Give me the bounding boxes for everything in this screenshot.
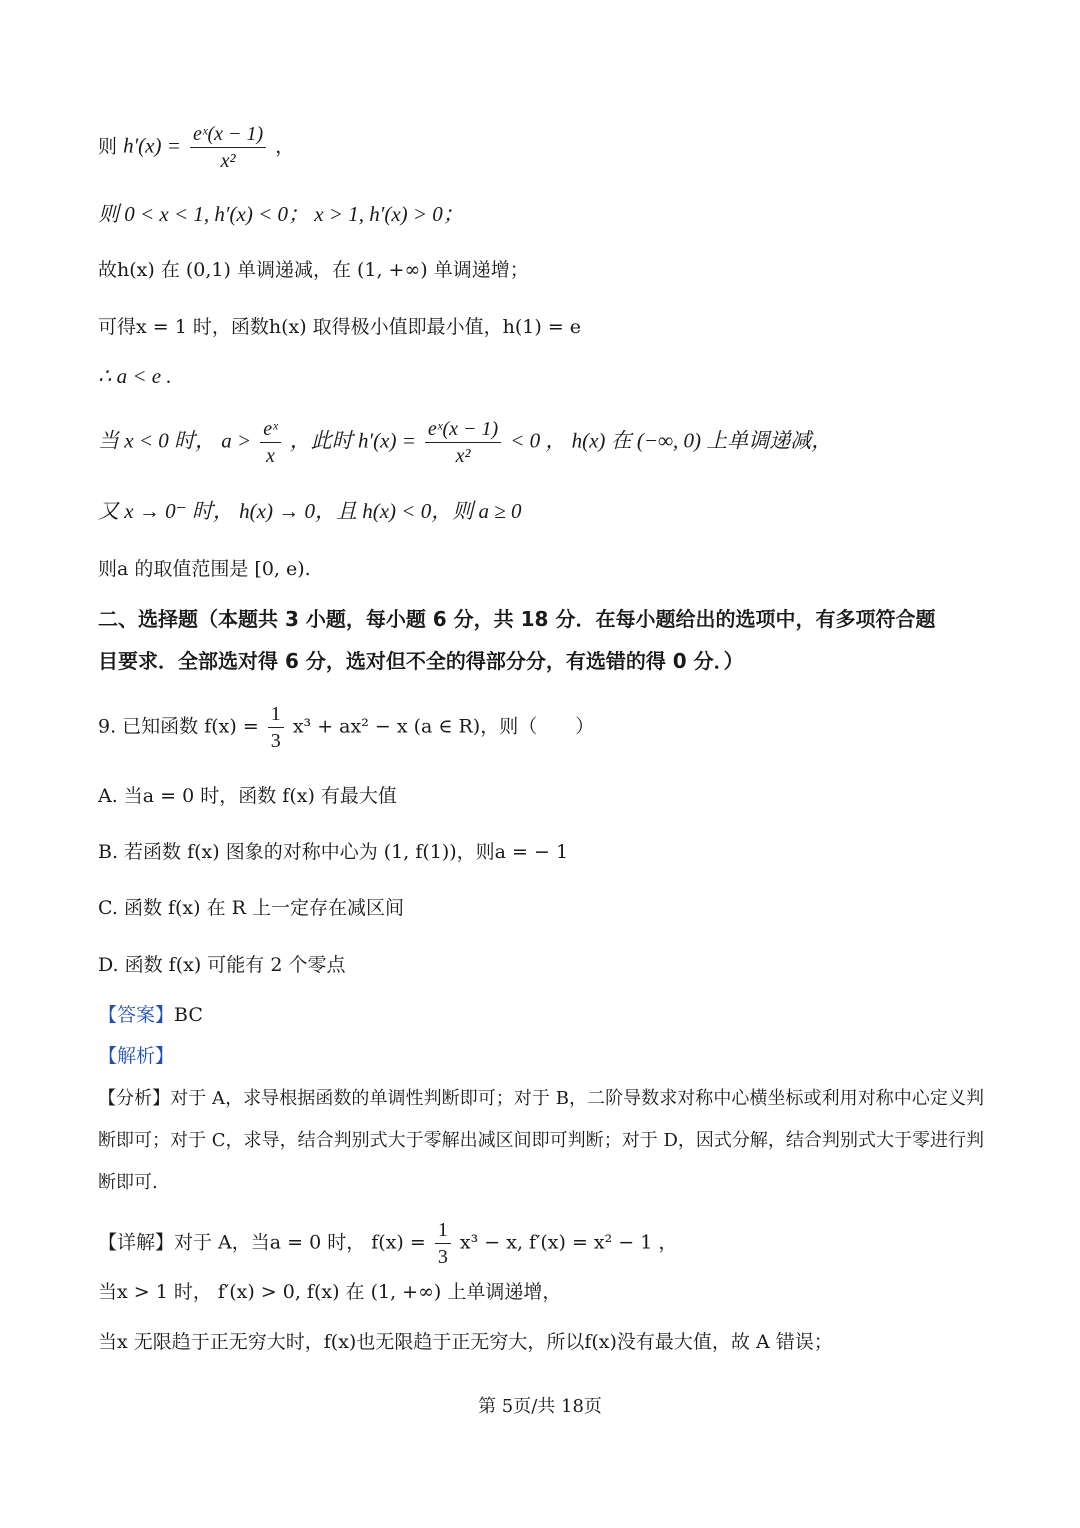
conclusion-line: ∴ a < e . bbox=[98, 364, 172, 388]
stem-text: 9. 已知函数 f(x) = bbox=[98, 715, 259, 738]
negative-case-line bbox=[98, 417, 832, 468]
analysis-paragraph bbox=[98, 1078, 984, 1204]
fraction-denominator: x² bbox=[220, 150, 236, 172]
text-suffix: ， bbox=[275, 135, 295, 158]
fraction-numerator: eˣ(x − 1) bbox=[425, 417, 501, 443]
detail-tag: 【详解】 bbox=[98, 1231, 175, 1254]
section-heading bbox=[98, 598, 988, 682]
detail-text: 对于 A，当a = 0 时， f(x) = bbox=[174, 1231, 426, 1254]
range-line: 则a 的取值范围是 [0, e). bbox=[98, 558, 311, 580]
minimum-line: 可得x = 1 时，函数h(x) 取得极小值即最小值，h(1) = e bbox=[98, 316, 582, 338]
sign-line: 则 0 < x < 1, h′(x) < 0； x > 1, h′(x) > 0； bbox=[98, 202, 464, 226]
text-prefix: 则 bbox=[98, 135, 118, 158]
detail-text: x³ − x, f′(x) = x² − 1 ， bbox=[459, 1231, 678, 1254]
fraction-numerator: 1 bbox=[268, 702, 284, 728]
analysis-text: 对于 A，求导根据函数的单调性判断即可；对于 B，二阶导数求对称中心横坐标或利用对称中心定义判断即可；对于 C，求导，结合判别式大于零解出减区间即可判断；对于 D，因式分解，结合判别式大于零进行判断即可. bbox=[98, 1088, 984, 1193]
question-stem bbox=[98, 702, 594, 753]
option-d: D. 函数 f(x) 可能有 2 个零点 bbox=[98, 954, 346, 976]
derivative-line bbox=[98, 122, 294, 173]
fraction-denominator: 3 bbox=[270, 730, 281, 752]
answer-value: BC bbox=[174, 1004, 203, 1026]
fraction-numerator: eˣ(x − 1) bbox=[190, 122, 266, 148]
fraction-numerator: 1 bbox=[435, 1218, 451, 1244]
monotonic-line: 故h(x) 在 (0,1) 单调递减，在 (1, +∞) 单调递增； bbox=[98, 259, 529, 281]
detail-line-2: 当x > 1 时， f′(x) > 0, f(x) 在 (1, +∞) 上单调递增， bbox=[98, 1281, 562, 1303]
fraction-denominator: 3 bbox=[437, 1246, 448, 1268]
option-c: C. 函数 f(x) 在 R 上一定存在减区间 bbox=[98, 897, 404, 919]
analysis-tag: 【解析】 bbox=[98, 1045, 175, 1067]
section-heading-line2: 目要求．全部选对得 6 分，选对但不全的得部分分，有选错的得 0 分．） bbox=[98, 649, 744, 673]
detail-line-1 bbox=[98, 1218, 677, 1269]
page-footer: 第 5页/共 18页 bbox=[478, 1396, 602, 1417]
fraction bbox=[190, 122, 266, 173]
math-text: < 0 ， h(x) 在 (−∞, 0) 上单调递减， bbox=[510, 428, 833, 453]
option-b: B. 若函数 f(x) 图象的对称中心为 (1, f(1))，则a = − 1 bbox=[98, 841, 569, 863]
fraction-denominator: x bbox=[266, 445, 275, 467]
fraction bbox=[260, 417, 281, 468]
fraction-numerator: eˣ bbox=[260, 417, 281, 443]
math-text: 当 x < 0 时， a > bbox=[98, 428, 252, 453]
math-lhs: h′(x) = bbox=[123, 133, 181, 158]
fraction-denominator: x² bbox=[455, 445, 471, 467]
section-heading-line1: 二、选择题（本题共 3 小题，每小题 6 分，共 18 分．在每小题给出的选项中，有多项符合题 bbox=[98, 607, 936, 631]
answer-line bbox=[98, 1001, 203, 1029]
detail-line-3: 当x 无限趋于正无穷大时，f(x)也无限趋于正无穷大，所以f(x)没有最大值，故 A 错误； bbox=[98, 1331, 833, 1353]
fraction bbox=[268, 702, 284, 753]
option-a: A. 当a = 0 时，函数 f(x) 有最大值 bbox=[98, 785, 397, 807]
fraction bbox=[435, 1218, 451, 1269]
fraction bbox=[425, 417, 501, 468]
stem-text: x³ + ax² − x (a ∈ R)，则（ ） bbox=[292, 715, 595, 738]
analysis-header bbox=[98, 1042, 174, 1070]
limit-line: 又 x → 0⁻ 时， h(x) → 0，且 h(x) < 0，则 a ≥ 0 bbox=[98, 499, 522, 523]
math-text: ，此时 h′(x) = bbox=[289, 428, 416, 453]
analysis-label: 【分析】 bbox=[98, 1088, 171, 1109]
answer-tag: 【答案】 bbox=[98, 1004, 175, 1026]
